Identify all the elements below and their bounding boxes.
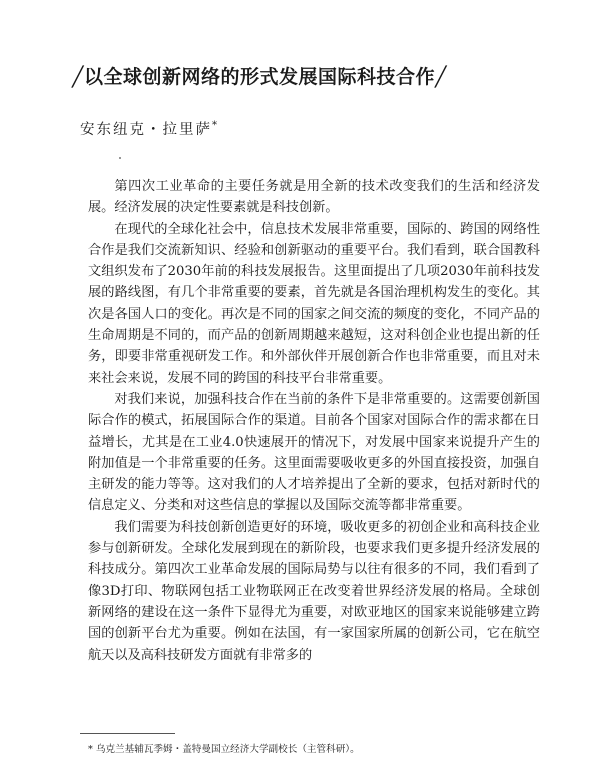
footnote: * 乌克兰基辅瓦季姆・盖特曼国立经济大学副校长（主管科研）。 [88, 744, 360, 755]
paragraph: 对我们来说，加强科技合作在当前的条件下是非常重要的。这需要创新国际合作的模式，拓展国际合作的渠道。目前各个国家对国际合作的需求都在日益增长，尤其是在工业4.0快速展开的情况下，对发展中国家来说提升产生的附加值是一个非常重要的任务。这里面需要吸收更多的外国直接投资，加强自主研发的能力等等。这对我们的人才培养提出了全新的要求，包括对新时代的信息定义、分类和对这些信息的掌握以及国际交流等都非常重要。 [88, 391, 540, 514]
article-body [88, 176, 540, 666]
paragraph: 我们需要为科技创新创造更好的环境，吸收更多的初创企业和高科技企业参与创新研发。全球化发展到现在的新阶段，也要求我们更多提升经济发展的科技成分。第四次工业革命发展的国际局势与以往有很多的不同，我们看到了像3D打印、物联网包括工业物联网正在改变着世界经济发展的格局。全球创新网络的建设在这一条件下显得尤为重要，对欧亚地区的国家来说能够建立跨国的创新平台尤为重要。例如在法国，有一家国家所属的创新公司，它在航空航天以及高科技研发方面就有非常多的 [88, 519, 540, 663]
author-footnote-mark: * [212, 120, 219, 132]
paragraph: 第四次工业革命的主要任务就是用全新的技术改变我们的生活和经济发展。经济发展的决定性要素就是科技创新。 [88, 179, 540, 216]
author-line [80, 118, 219, 139]
article-title: ╱以全球创新网络的形式发展国际科技合作╱ [72, 66, 447, 88]
paragraph: 在现代的全球化社会中，信息技术发展非常重要，国际的、跨国的网络性合作是我们交流新知识、经验和创新驱动的重要平台。我们看到，联合国教科文组织发布了2030年前的科技发展报告。这里面提出了几项2030年前科技发展的路线图，有几个非常重要的要素，首先就是各国治理机构发生的变化。其次是各国人口的变化。再次是不同的国家之间交流的频度的变化，不同产品的生命周期是不同的，而产品的创新周期越来越短，这对科创企业也提出新的任务，即要非常重视研发工作。和外部伙伴开展创新合作也非常重要，而且对未来社会来说，发展不同的跨国的科技平台非常重要。 [88, 221, 540, 386]
stray-dot [119, 157, 121, 159]
author-name: 安东纽克・拉里萨 [80, 122, 212, 138]
footnote-divider [80, 733, 175, 734]
